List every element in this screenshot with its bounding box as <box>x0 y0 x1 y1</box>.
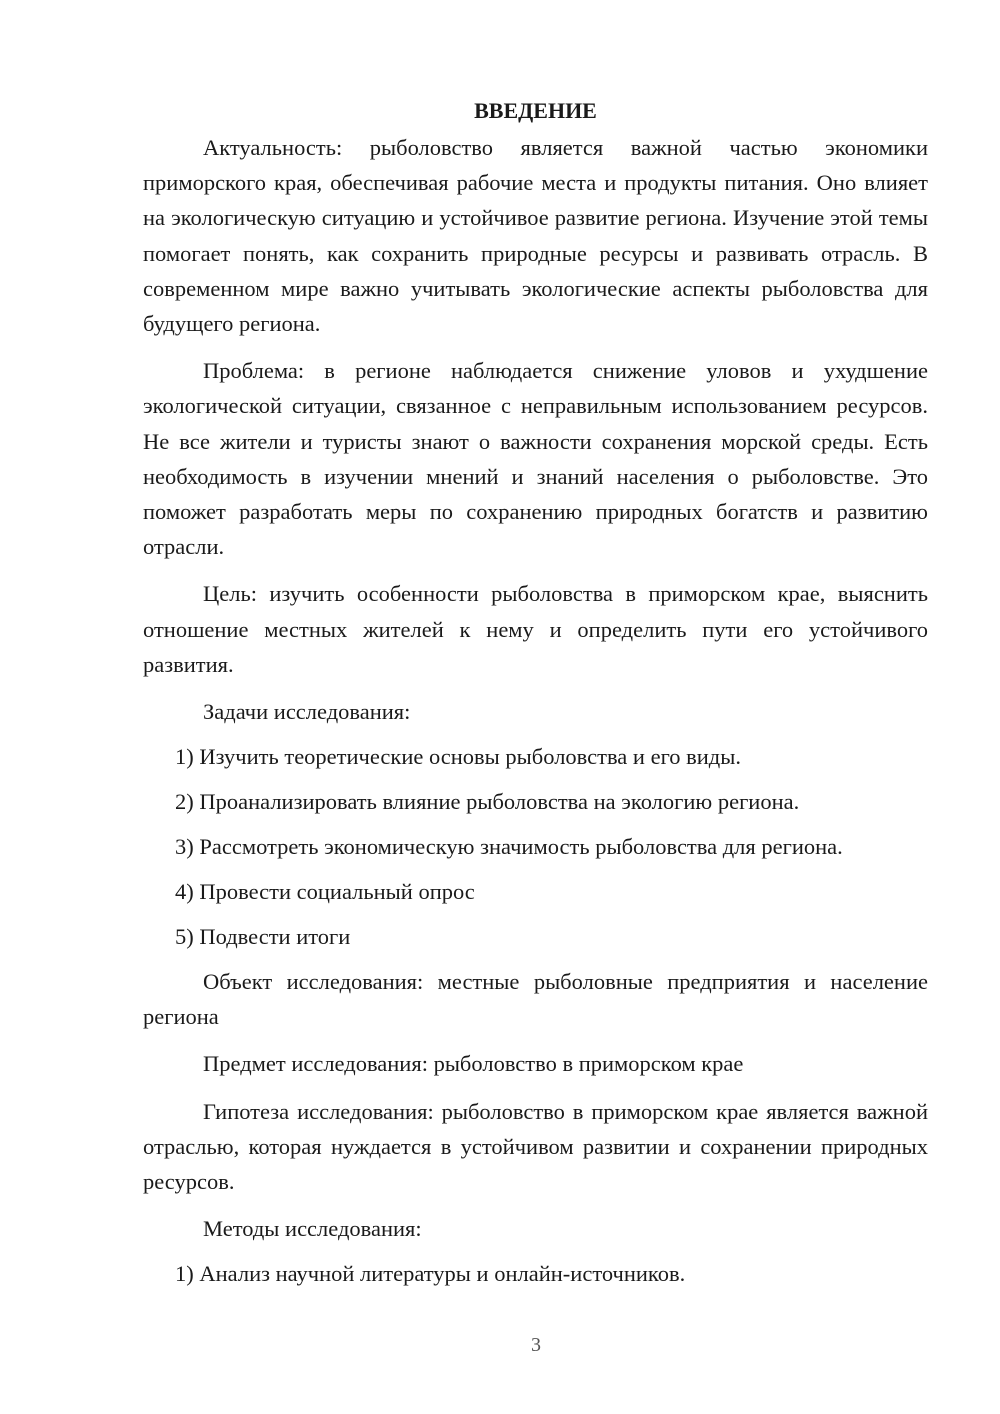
document-page <box>143 96 928 1301</box>
task-item-4: 4) Провести социальный опрос <box>175 879 475 905</box>
subject-paragraph: Предмет исследования: рыболовство в приморском крае <box>203 1051 744 1077</box>
method-item-1: 1) Анализ научной литературы и онлайн-источников. <box>175 1261 686 1287</box>
relevance-paragraph: Актуальность: рыболовство является важной частью экономики приморского края, обеспечивая рабочие места и продукты питания. Оно влияет на экологическую ситуацию и устойчивое развитие региона. Изучение этой темы помогает понять, как сохранить природные ресурсы и развивать отрасль. В современном мире важно учитывать экологические аспекты рыболовства для будущего региона. <box>143 135 928 337</box>
hypothesis-paragraph: Гипотеза исследования: рыболовство в приморском крае является важной отраслью, которая нуждается в устойчивом развитии и сохранении природных ресурсов. <box>143 1098 928 1195</box>
task-item-5: 5) Подвести итоги <box>175 924 351 950</box>
methods-heading: Методы исследования: <box>203 1216 422 1242</box>
object-paragraph: Объект исследования: местные рыболовные предприятия и население региона <box>143 969 928 1030</box>
tasks-heading: Задачи исследования: <box>203 699 411 725</box>
task-item-3: 3) Рассмотреть экономическую значимость рыболовства для региона. <box>175 834 843 860</box>
problem-paragraph: Проблема: в регионе наблюдается снижение уловов и ухудшение экологической ситуации, связанное с неправильным использованием ресурсов. Не все жители и туристы знают о важности сохранения морской среды. Есть необходимость в изучении мнений и знаний населения о рыболовстве. Это поможет разработать меры по сохранению природных богатств и развитию отрасли. <box>143 358 928 560</box>
section-title: ВВЕДЕНИЕ <box>474 98 597 123</box>
goal-paragraph: Цель: изучить особенности рыболовства в приморском крае, выяснить отношение местных жителей к нему и определить пути его устойчивого развития. <box>143 581 928 677</box>
task-item-2: 2) Проанализировать влияние рыболовства на экологию региона. <box>175 789 800 815</box>
page-number: 3 <box>531 1334 541 1356</box>
task-item-1: 1) Изучить теоретические основы рыболовства и его виды. <box>175 744 741 770</box>
